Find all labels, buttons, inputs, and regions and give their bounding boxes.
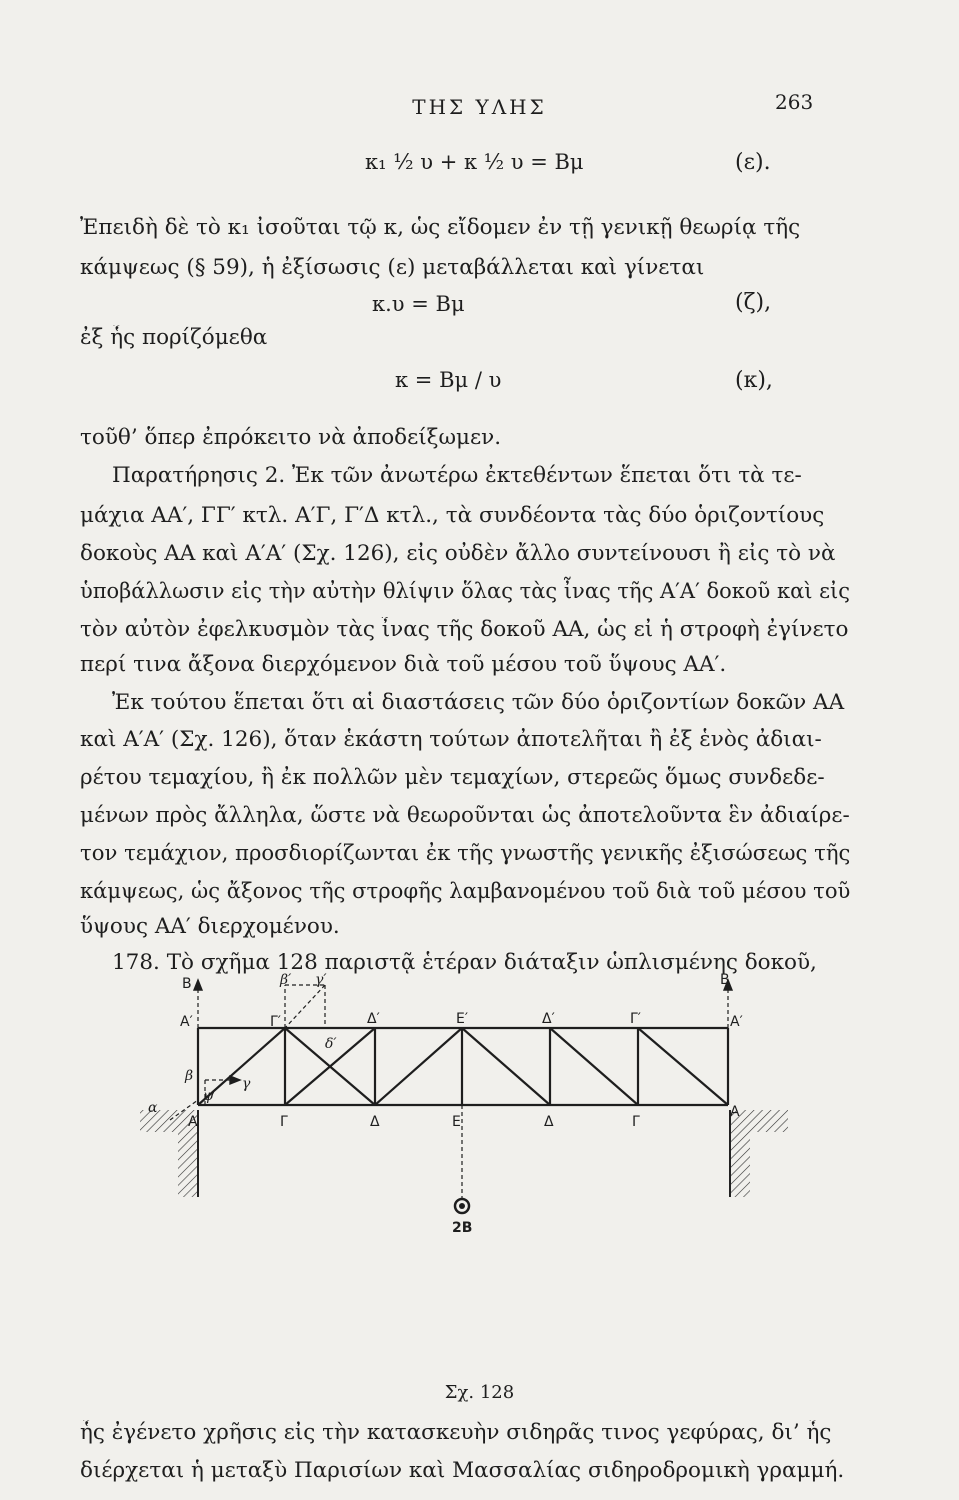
text-line-11: Ἐκ τούτου ἕπεται ὅτι αἱ διαστάσεις τῶν δύο ὁριζοντίων δοκῶν ΑΑ — [112, 690, 845, 715]
truss-figure — [130, 970, 830, 1260]
text-line-20: διέρχεται ἡ μεταξὺ Παρισίων καὶ Μασσαλίας σιδηροδρομικὴ γραμμή. — [80, 1458, 845, 1483]
equation-k: κ = Βμ / υ — [395, 368, 502, 392]
text-line-5: Παρατήρησις 2. Ἐκ τῶν ἀνωτέρω ἐκτεθέντων ἕπεται ὅτι τὰ τε- — [112, 463, 802, 488]
equation-z: κ.υ = Βμ — [372, 292, 465, 316]
label-a-prime-left: Α′ — [180, 1014, 193, 1030]
text-line-16: κάμψεως, ὡς ἄξονος τῆς στροφῆς λαμβανομένου τοῦ διὰ τοῦ μέσου τοῦ — [80, 879, 851, 904]
label-gamma-prime: Γ′ — [270, 1014, 281, 1030]
truss-members — [198, 1028, 728, 1105]
label-delta-bottom-right: Δ — [544, 1114, 554, 1130]
label-delta-prime-small: δ′ — [325, 1036, 337, 1052]
label-e-prime: Ε′ — [456, 1011, 469, 1027]
page-number: 263 — [775, 90, 814, 114]
text-line-18: 178. Τὸ σχῆμα 128 παριστᾷ ἑτέραν διάταξιν ὡπλισμένης δοκοῦ, — [112, 950, 817, 975]
text-line-4: τοῦθ’ ὅπερ ἐπρόκειτο νὰ ἀποδείξωμεν. — [80, 425, 502, 450]
equation-e: κ₁ ½ υ + κ ½ υ = Βμ — [365, 150, 584, 174]
label-a-bottom-right: Α — [730, 1104, 740, 1120]
text-line-15: τον τεμάχιον, προσδιορίζωνται ἐκ τῆς γνωστῆς γενικῆς ἐξισώσεως τῆς — [80, 841, 851, 866]
text-line-14: μένων πρὸς ἄλληλα, ὥστε νὰ θεωροῦνται ὡς ἀποτελοῦντα ἓν ἀδιαίρε- — [80, 803, 850, 828]
label-load: 2Β — [452, 1220, 473, 1236]
text-line-1: Ἐπειδὴ δὲ τὸ κ₁ ἰσοῦται τῷ κ, ὡς εἴδομεν ἐν τῇ γενικῇ θεωρίᾳ τῆς — [80, 215, 801, 240]
label-b-right: Β — [720, 972, 730, 988]
text-line-17: ὕψους ΑΑ′ διερχομένου. — [80, 914, 340, 939]
construction-lines — [170, 985, 728, 1198]
text-line-12: καὶ Α′Α′ (Σχ. 126), ὅταν ἑκάστη τούτων ἀποτελῆται ἢ ἐξ ἑνὸς ἀδιαι- — [80, 727, 822, 752]
label-delta-bottom-left: Δ — [370, 1114, 380, 1130]
label-gamma-prime-small: γ′ — [315, 972, 327, 988]
load-weight — [455, 1199, 469, 1213]
text-line-7: δοκοὺς ΑΑ καὶ Α′Α′ (Σχ. 126), εἰς οὐδὲν ἄλλο συντείνουσι ἢ εἰς τὸ νὰ — [80, 541, 836, 566]
text-line-3: ἐξ ἧς πορίζόμεθα — [80, 325, 268, 350]
label-gamma-bottom-right: Γ — [632, 1114, 640, 1130]
text-line-6: μάχια ΑΑ′, ΓΓ′ κτλ. Α′Γ, Γ′Δ κτλ., τὰ συνδέοντα τὰς δύο ὁριζοντίους — [80, 503, 825, 528]
label-delta-prime-left: Δ′ — [367, 1011, 380, 1027]
equation-e-label: (ε). — [735, 150, 771, 175]
text-line-8: ὑποβάλλωσιν εἰς τὴν αὐτὴν θλίψιν ὅλας τὰς ἶνας τῆς Α′Α′ δοκοῦ καὶ εἰς — [80, 579, 851, 604]
label-delta-prime-right: Δ′ — [542, 1011, 555, 1027]
label-a-prime-right: Α′ — [730, 1014, 743, 1030]
equation-k-label: (κ), — [735, 368, 773, 393]
text-line-2: κάμψεως (§ 59), ἡ ἐξίσωσις (ε) μεταβάλλεται καὶ γίνεται — [80, 255, 705, 280]
label-gamma: γ — [242, 1076, 251, 1092]
label-psi: ψ — [203, 1088, 214, 1104]
label-beta: β — [185, 1068, 194, 1084]
label-a-bottom-left: Α — [188, 1114, 198, 1130]
equation-z-label: (ζ), — [735, 290, 772, 315]
label-e-bottom: Ε — [452, 1114, 461, 1130]
right-abutment — [730, 1110, 788, 1197]
label-b-left: Β — [182, 976, 192, 992]
text-line-9: τὸν αὐτὸν ἐφελκυσμὸν τὰς ἶνας τῆς δοκοῦ ΑΑ, ὡς εἰ ἡ στροφὴ ἐγίνετο — [80, 617, 849, 642]
label-beta-prime: β′ — [280, 972, 292, 988]
running-header: ΤΗΣ ΥΛΗΣ — [412, 95, 547, 119]
text-line-10: περί τινα ἄξονα διερχόμενον διὰ τοῦ μέσου τοῦ ὕψους ΑΑ′. — [80, 652, 727, 677]
label-gamma-bottom-left: Γ — [280, 1114, 288, 1130]
text-line-19: ἧς ἐγένετο χρῆσις εἰς τὴν κατασκευὴν σιδηρᾶς τινος γεφύρας, δι’ ἧς — [80, 1420, 832, 1445]
label-alpha: α — [148, 1100, 158, 1116]
figure-caption: Σχ. 128 — [444, 1382, 515, 1403]
label-gamma-prime-right: Γ′ — [630, 1011, 641, 1027]
text-line-13: ρέτου τεμαχίου, ἢ ἐκ πολλῶν μὲν τεμαχίων, στερεῶς ὅμως συνδεδε- — [80, 765, 825, 790]
